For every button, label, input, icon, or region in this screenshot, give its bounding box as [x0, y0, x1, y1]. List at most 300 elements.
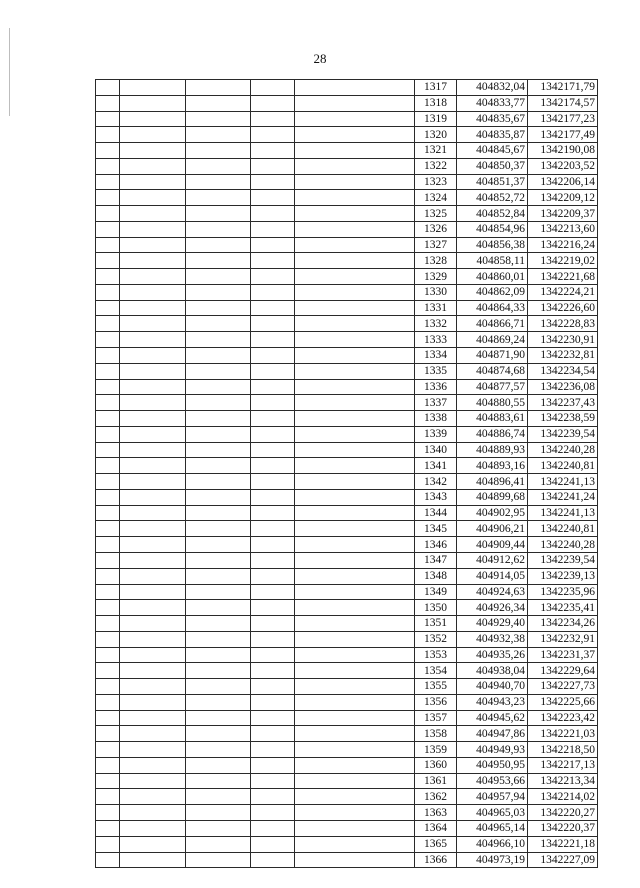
empty-cell [120, 458, 186, 474]
empty-cell [186, 363, 251, 379]
y-coordinate-cell: 1342241,13 [528, 474, 598, 490]
point-number-cell: 1326 [415, 221, 457, 237]
empty-cell [120, 190, 186, 206]
y-coordinate-cell: 1342240,28 [528, 442, 598, 458]
empty-cell [251, 348, 295, 364]
y-coordinate-cell: 1342190,08 [528, 143, 598, 159]
empty-cell [295, 426, 415, 442]
y-coordinate-cell: 1342213,34 [528, 773, 598, 789]
x-coordinate-cell: 404869,24 [457, 332, 528, 348]
empty-cell [96, 663, 120, 679]
table-row [96, 190, 598, 206]
empty-cell [120, 95, 186, 111]
empty-cell [295, 568, 415, 584]
empty-cell [251, 190, 295, 206]
point-number-cell: 1336 [415, 379, 457, 395]
empty-cell [120, 600, 186, 616]
empty-cell [186, 647, 251, 663]
empty-cell [186, 474, 251, 490]
y-coordinate-cell: 1342220,37 [528, 820, 598, 836]
empty-cell [186, 742, 251, 758]
point-number-cell: 1330 [415, 284, 457, 300]
x-coordinate-cell: 404845,67 [457, 143, 528, 159]
table-row [96, 757, 598, 773]
empty-cell [120, 237, 186, 253]
y-coordinate-cell: 1342229,64 [528, 663, 598, 679]
table-row [96, 269, 598, 285]
empty-cell [251, 174, 295, 190]
point-number-cell: 1331 [415, 300, 457, 316]
x-coordinate-cell: 404938,04 [457, 663, 528, 679]
empty-cell [295, 474, 415, 490]
x-coordinate-cell: 404935,26 [457, 647, 528, 663]
empty-cell [251, 805, 295, 821]
point-number-cell: 1328 [415, 253, 457, 269]
table-row [96, 379, 598, 395]
point-number-cell: 1329 [415, 269, 457, 285]
empty-cell [251, 505, 295, 521]
x-coordinate-cell: 404932,38 [457, 631, 528, 647]
y-coordinate-cell: 1342235,41 [528, 600, 598, 616]
point-number-cell: 1332 [415, 316, 457, 332]
empty-cell [186, 616, 251, 632]
table-row [96, 773, 598, 789]
y-coordinate-cell: 1342223,42 [528, 710, 598, 726]
empty-cell [251, 489, 295, 505]
table-row [96, 80, 598, 96]
y-coordinate-cell: 1342239,54 [528, 426, 598, 442]
empty-cell [120, 757, 186, 773]
empty-cell [186, 458, 251, 474]
point-number-cell: 1359 [415, 742, 457, 758]
empty-cell [96, 474, 120, 490]
empty-cell [251, 206, 295, 222]
y-coordinate-cell: 1342177,49 [528, 127, 598, 143]
empty-cell [251, 127, 295, 143]
table-row [96, 584, 598, 600]
x-coordinate-cell: 404856,38 [457, 237, 528, 253]
empty-cell [186, 710, 251, 726]
empty-cell [251, 426, 295, 442]
empty-cell [295, 111, 415, 127]
point-number-cell: 1350 [415, 600, 457, 616]
empty-cell [120, 694, 186, 710]
point-number-cell: 1324 [415, 190, 457, 206]
empty-cell [186, 537, 251, 553]
empty-cell [186, 80, 251, 96]
empty-cell [295, 363, 415, 379]
x-coordinate-cell: 404854,96 [457, 221, 528, 237]
y-coordinate-cell: 1342231,37 [528, 647, 598, 663]
y-coordinate-cell: 1342240,28 [528, 537, 598, 553]
empty-cell [295, 789, 415, 805]
empty-cell [251, 332, 295, 348]
point-number-cell: 1352 [415, 631, 457, 647]
empty-cell [295, 300, 415, 316]
table-row [96, 158, 598, 174]
empty-cell [120, 395, 186, 411]
point-number-cell: 1343 [415, 489, 457, 505]
point-number-cell: 1323 [415, 174, 457, 190]
empty-cell [120, 805, 186, 821]
empty-cell [186, 757, 251, 773]
empty-cell [251, 789, 295, 805]
x-coordinate-cell: 404896,41 [457, 474, 528, 490]
table-row [96, 694, 598, 710]
empty-cell [96, 253, 120, 269]
x-coordinate-cell: 404909,44 [457, 537, 528, 553]
empty-cell [251, 568, 295, 584]
point-number-cell: 1341 [415, 458, 457, 474]
empty-cell [186, 348, 251, 364]
empty-cell [120, 379, 186, 395]
empty-cell [186, 805, 251, 821]
empty-cell [251, 742, 295, 758]
empty-cell [96, 600, 120, 616]
empty-cell [295, 726, 415, 742]
x-coordinate-cell: 404866,71 [457, 316, 528, 332]
empty-cell [96, 537, 120, 553]
empty-cell [186, 143, 251, 159]
point-number-cell: 1345 [415, 521, 457, 537]
empty-cell [186, 190, 251, 206]
point-number-cell: 1361 [415, 773, 457, 789]
empty-cell [295, 174, 415, 190]
table-row [96, 521, 598, 537]
empty-cell [120, 442, 186, 458]
empty-cell [120, 742, 186, 758]
empty-cell [120, 411, 186, 427]
empty-cell [251, 852, 295, 868]
x-coordinate-cell: 404947,86 [457, 726, 528, 742]
point-number-cell: 1353 [415, 647, 457, 663]
empty-cell [295, 489, 415, 505]
empty-cell [120, 537, 186, 553]
empty-cell [96, 284, 120, 300]
empty-cell [186, 426, 251, 442]
empty-cell [295, 158, 415, 174]
empty-cell [186, 489, 251, 505]
empty-cell [251, 316, 295, 332]
y-coordinate-cell: 1342232,81 [528, 348, 598, 364]
empty-cell [120, 111, 186, 127]
empty-cell [251, 158, 295, 174]
y-coordinate-cell: 1342174,57 [528, 95, 598, 111]
table-row [96, 143, 598, 159]
empty-cell [96, 95, 120, 111]
empty-cell [251, 221, 295, 237]
point-number-cell: 1334 [415, 348, 457, 364]
coordinates-table [95, 79, 598, 868]
empty-cell [295, 395, 415, 411]
empty-cell [96, 174, 120, 190]
table-row [96, 836, 598, 852]
empty-cell [295, 679, 415, 695]
x-coordinate-cell: 404924,63 [457, 584, 528, 600]
y-coordinate-cell: 1342218,50 [528, 742, 598, 758]
empty-cell [186, 663, 251, 679]
empty-cell [96, 694, 120, 710]
empty-cell [186, 237, 251, 253]
empty-cell [186, 852, 251, 868]
empty-cell [295, 442, 415, 458]
y-coordinate-cell: 1342216,24 [528, 237, 598, 253]
empty-cell [120, 426, 186, 442]
point-number-cell: 1346 [415, 537, 457, 553]
empty-cell [295, 631, 415, 647]
table-row [96, 568, 598, 584]
y-coordinate-cell: 1342220,27 [528, 805, 598, 821]
empty-cell [96, 206, 120, 222]
empty-cell [96, 379, 120, 395]
x-coordinate-cell: 404965,14 [457, 820, 528, 836]
y-coordinate-cell: 1342236,08 [528, 379, 598, 395]
empty-cell [120, 316, 186, 332]
empty-cell [251, 80, 295, 96]
x-coordinate-cell: 404950,95 [457, 757, 528, 773]
empty-cell [251, 710, 295, 726]
table-row [96, 316, 598, 332]
empty-cell [96, 631, 120, 647]
point-number-cell: 1342 [415, 474, 457, 490]
table-row [96, 442, 598, 458]
empty-cell [120, 348, 186, 364]
empty-cell [96, 820, 120, 836]
y-coordinate-cell: 1342235,96 [528, 584, 598, 600]
point-number-cell: 1318 [415, 95, 457, 111]
point-number-cell: 1356 [415, 694, 457, 710]
empty-cell [120, 836, 186, 852]
empty-cell [186, 174, 251, 190]
empty-cell [251, 253, 295, 269]
point-number-cell: 1321 [415, 143, 457, 159]
empty-cell [120, 521, 186, 537]
empty-cell [120, 552, 186, 568]
empty-cell [120, 143, 186, 159]
x-coordinate-cell: 404874,68 [457, 363, 528, 379]
empty-cell [96, 127, 120, 143]
empty-cell [295, 600, 415, 616]
empty-cell [186, 836, 251, 852]
empty-cell [251, 584, 295, 600]
point-number-cell: 1319 [415, 111, 457, 127]
x-coordinate-cell: 404852,72 [457, 190, 528, 206]
empty-cell [120, 474, 186, 490]
empty-cell [186, 332, 251, 348]
empty-cell [251, 521, 295, 537]
empty-cell [120, 206, 186, 222]
empty-cell [96, 237, 120, 253]
empty-cell [251, 820, 295, 836]
x-coordinate-cell: 404883,61 [457, 411, 528, 427]
empty-cell [251, 726, 295, 742]
empty-cell [120, 253, 186, 269]
empty-cell [295, 757, 415, 773]
empty-cell [186, 679, 251, 695]
table-row [96, 679, 598, 695]
empty-cell [295, 647, 415, 663]
y-coordinate-cell: 1342230,91 [528, 332, 598, 348]
empty-cell [251, 442, 295, 458]
empty-cell [295, 221, 415, 237]
empty-cell [251, 694, 295, 710]
empty-cell [251, 537, 295, 553]
y-coordinate-cell: 1342234,26 [528, 616, 598, 632]
empty-cell [186, 552, 251, 568]
y-coordinate-cell: 1342237,43 [528, 395, 598, 411]
empty-cell [251, 284, 295, 300]
empty-cell [295, 190, 415, 206]
table-row [96, 726, 598, 742]
table-row [96, 474, 598, 490]
empty-cell [120, 80, 186, 96]
empty-cell [295, 616, 415, 632]
table-row [96, 395, 598, 411]
point-number-cell: 1320 [415, 127, 457, 143]
y-coordinate-cell: 1342240,81 [528, 458, 598, 474]
empty-cell [295, 805, 415, 821]
table-row [96, 537, 598, 553]
empty-cell [96, 221, 120, 237]
x-coordinate-cell: 404850,37 [457, 158, 528, 174]
x-coordinate-cell: 404860,01 [457, 269, 528, 285]
y-coordinate-cell: 1342219,02 [528, 253, 598, 269]
y-coordinate-cell: 1342203,52 [528, 158, 598, 174]
empty-cell [295, 663, 415, 679]
empty-cell [186, 411, 251, 427]
table-row [96, 426, 598, 442]
x-coordinate-cell: 404966,10 [457, 836, 528, 852]
x-coordinate-cell: 404926,34 [457, 600, 528, 616]
empty-cell [186, 505, 251, 521]
table-row [96, 332, 598, 348]
empty-cell [186, 316, 251, 332]
point-number-cell: 1357 [415, 710, 457, 726]
empty-cell [186, 300, 251, 316]
x-coordinate-cell: 404877,57 [457, 379, 528, 395]
table-row [96, 552, 598, 568]
empty-cell [295, 521, 415, 537]
point-number-cell: 1322 [415, 158, 457, 174]
table-row [96, 489, 598, 505]
empty-cell [120, 284, 186, 300]
y-coordinate-cell: 1342241,24 [528, 489, 598, 505]
table-row [96, 95, 598, 111]
table-row [96, 300, 598, 316]
y-coordinate-cell: 1342213,60 [528, 221, 598, 237]
empty-cell [186, 694, 251, 710]
x-coordinate-cell: 404852,84 [457, 206, 528, 222]
empty-cell [295, 284, 415, 300]
empty-cell [186, 584, 251, 600]
empty-cell [251, 111, 295, 127]
empty-cell [96, 521, 120, 537]
empty-cell [186, 521, 251, 537]
y-coordinate-cell: 1342217,13 [528, 757, 598, 773]
coordinates-table-body [96, 80, 598, 868]
table-row [96, 206, 598, 222]
x-coordinate-cell: 404940,70 [457, 679, 528, 695]
y-coordinate-cell: 1342221,68 [528, 269, 598, 285]
empty-cell [120, 820, 186, 836]
empty-cell [251, 474, 295, 490]
empty-cell [251, 773, 295, 789]
table-row [96, 663, 598, 679]
empty-cell [251, 616, 295, 632]
empty-cell [120, 363, 186, 379]
empty-cell [96, 426, 120, 442]
empty-cell [96, 679, 120, 695]
empty-cell [186, 820, 251, 836]
empty-cell [120, 221, 186, 237]
y-coordinate-cell: 1342206,14 [528, 174, 598, 190]
empty-cell [96, 836, 120, 852]
empty-cell [295, 836, 415, 852]
y-coordinate-cell: 1342225,66 [528, 694, 598, 710]
empty-cell [251, 757, 295, 773]
empty-cell [96, 332, 120, 348]
empty-cell [96, 789, 120, 805]
empty-cell [295, 773, 415, 789]
empty-cell [295, 348, 415, 364]
empty-cell [251, 379, 295, 395]
empty-cell [96, 269, 120, 285]
empty-cell [186, 773, 251, 789]
y-coordinate-cell: 1342209,37 [528, 206, 598, 222]
table-row [96, 742, 598, 758]
x-coordinate-cell: 404953,66 [457, 773, 528, 789]
empty-cell [186, 111, 251, 127]
empty-cell [96, 568, 120, 584]
x-coordinate-cell: 404858,11 [457, 253, 528, 269]
empty-cell [120, 269, 186, 285]
empty-cell [295, 742, 415, 758]
table-row [96, 647, 598, 663]
y-coordinate-cell: 1342240,81 [528, 521, 598, 537]
point-number-cell: 1358 [415, 726, 457, 742]
empty-cell [120, 789, 186, 805]
x-coordinate-cell: 404929,40 [457, 616, 528, 632]
empty-cell [186, 568, 251, 584]
empty-cell [120, 584, 186, 600]
empty-cell [96, 616, 120, 632]
empty-cell [186, 221, 251, 237]
point-number-cell: 1337 [415, 395, 457, 411]
x-coordinate-cell: 404835,87 [457, 127, 528, 143]
empty-cell [120, 616, 186, 632]
empty-cell [120, 726, 186, 742]
y-coordinate-cell: 1342171,79 [528, 80, 598, 96]
x-coordinate-cell: 404949,93 [457, 742, 528, 758]
page-number: 28 [313, 51, 327, 66]
x-coordinate-cell: 404835,67 [457, 111, 528, 127]
empty-cell [96, 143, 120, 159]
empty-cell [295, 127, 415, 143]
empty-cell [96, 584, 120, 600]
x-coordinate-cell: 404945,62 [457, 710, 528, 726]
empty-cell [251, 552, 295, 568]
x-coordinate-cell: 404832,04 [457, 80, 528, 96]
empty-cell [96, 158, 120, 174]
point-number-cell: 1355 [415, 679, 457, 695]
point-number-cell: 1348 [415, 568, 457, 584]
x-coordinate-cell: 404902,95 [457, 505, 528, 521]
empty-cell [96, 726, 120, 742]
table-row [96, 411, 598, 427]
empty-cell [96, 442, 120, 458]
empty-cell [186, 127, 251, 143]
empty-cell [295, 458, 415, 474]
